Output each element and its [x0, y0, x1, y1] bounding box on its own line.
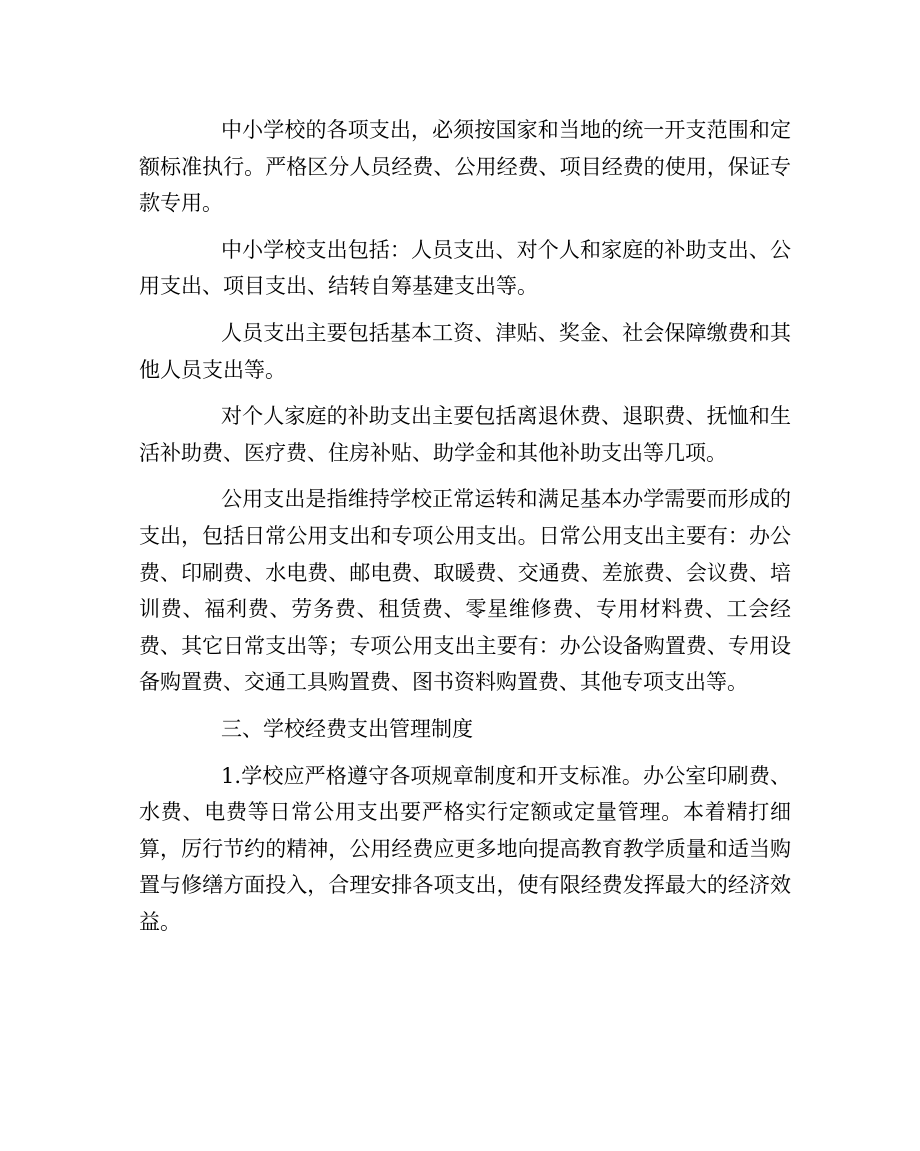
paragraph-public-expenditure: 公用支出是指维持学校正常运转和满足基本办学需要而形成的支出，包括日常公用支出和专项公用支出。日常公用支出主要有：办公费、印刷费、水电费、邮电费、取暖费、交通费、差旅费、会议费、培训费、福利费、劳务费、租赁费、零星维修费、专用材料费、工会经费、其它日常支出等；专项公用支出主要有：办公设备购置费、专用设备购置费、交通工具购置费、图书资料购置费、其他专项支出等。	[139, 487, 791, 695]
paragraph-expenditure-categories: 中小学校支出包括：人员支出、对个人和家庭的补助支出、公用支出、项目支出、结转自筹基建支出等。	[139, 237, 791, 299]
paragraph-rule-1: 1.学校应严格遵守各项规章制度和开支标准。办公室印刷费、水费、电费等日常公用支出要严格实行定额或定量管理。本着精打细算，厉行节约的精神，公用经费应更多地向提高教育教学质量和适当购置与修缮方面投入，合理安排各项支出，使有限经费发挥最大的经济效益。	[139, 763, 791, 934]
section-heading-management-system: 三、学校经费支出管理制度	[221, 716, 473, 741]
paragraph-family-subsidy: 对个人家庭的补助支出主要包括离退休费、退职费、抚恤和生活补助费、医疗费、住房补贴、助学金和其他补助支出等几项。	[139, 404, 791, 465]
document-body	[139, 112, 791, 940]
paragraph-personnel-expenditure: 人员支出主要包括基本工资、津贴、奖金、社会保障缴费和其他人员支出等。	[139, 320, 791, 382]
paragraph-school-expenditure-rules: 中小学校的各项支出，必须按国家和当地的统一开支范围和定额标准执行。严格区分人员经费、公用经费、项目经费的使用，保证专款专用。	[139, 118, 791, 216]
